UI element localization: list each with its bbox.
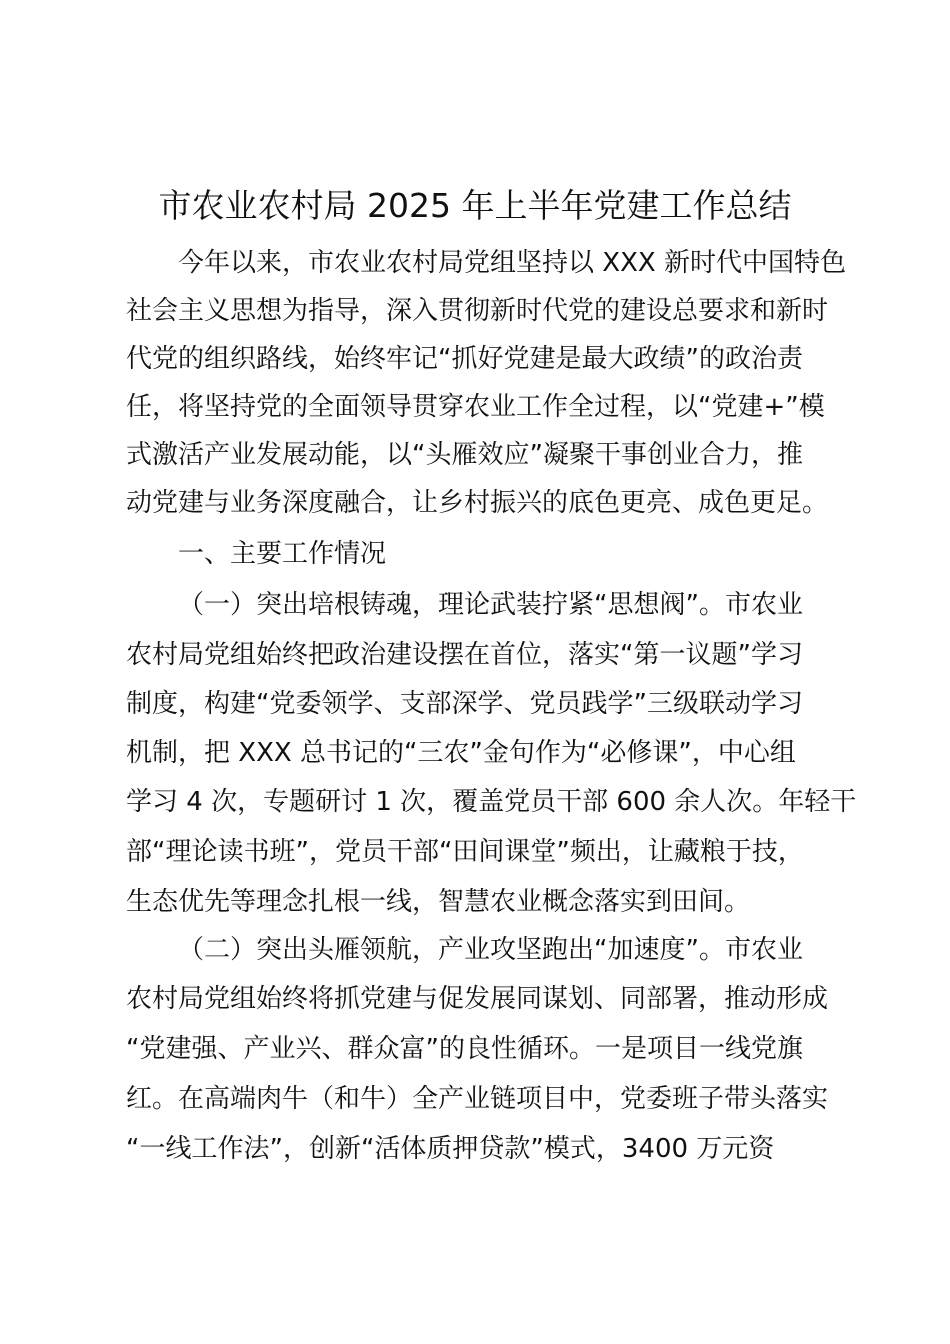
paragraph-line [0, 382, 950, 432]
paragraph-line [0, 286, 950, 336]
section-heading-text: 一、主要工作情况 [178, 539, 387, 569]
line-text: 代党的组织路线，始终牢记“抓好党建是最大政绩”的政治责 [126, 344, 803, 374]
paragraph-line [0, 827, 950, 877]
line-text: 部“理论读书班”，党员干部“田间课堂”频出，让藏粮于技， [126, 837, 804, 867]
line-text: 生态优先等理念扎根一线，智慧农业概念落实到田间。 [126, 887, 751, 917]
paragraph-line [0, 630, 950, 680]
line-text: 今年以来，市农业农村局党组坚持以 XXX 新时代中国特色 [178, 248, 846, 278]
line-text: （一）突出培根铸魂，理论武装拧紧“思想阀”。市农业 [178, 590, 803, 620]
paragraph-line [0, 334, 950, 384]
document-title: 市农业农村局 2025 年上半年党建工作总结 [158, 186, 792, 225]
line-text: 式激活产业发展动能，以“头雁效应”凝聚干事创业合力，推 [126, 440, 803, 470]
paragraph-line [0, 478, 950, 528]
paragraph-line [0, 430, 950, 480]
line-text: 机制，把 XXX 总书记的“三农”金句作为“必修课”，中心组 [126, 738, 796, 768]
paragraph-line [0, 925, 950, 975]
paragraph-line [0, 777, 950, 827]
paragraph-line [0, 1074, 950, 1124]
line-text: 红。在高端肉牛（和牛）全产业链项目中，党委班子带头落实 [126, 1084, 829, 1114]
line-text: 任，将坚持党的全面领导贯穿农业工作全过程，以“党建+”模 [126, 392, 825, 422]
line-text: （二）突出头雁领航，产业攻坚跑出“加速度”。市农业 [178, 935, 803, 965]
paragraph-line [0, 728, 950, 778]
paragraph-line [0, 974, 950, 1024]
line-text: 社会主义思想为指导，深入贯彻新时代党的建设总要求和新时 [126, 296, 829, 326]
paragraph-line [0, 1124, 950, 1174]
line-text: 制度，构建“党委领学、支部深学、党员践学”三级联动学习 [126, 689, 803, 719]
line-text: “党建强、产业兴、群众富”的良性循环。一是项目一线党旗 [126, 1034, 803, 1064]
paragraph-line [0, 877, 950, 927]
line-text: 学习 4 次，专题研讨 1 次，覆盖党员干部 600 余人次。年轻干 [126, 787, 857, 817]
line-text: “一线工作法”，创新“活体质押贷款”模式，3400 万元资 [126, 1134, 775, 1164]
paragraph-line [0, 238, 950, 288]
section-heading [0, 529, 950, 579]
line-text: 农村局党组始终把政治建设摆在首位，落实“第一议题”学习 [126, 640, 803, 670]
paragraph-line [0, 679, 950, 729]
line-text: 农村局党组始终将抓党建与促发展同谋划、同部署，推动形成 [126, 984, 829, 1014]
paragraph-line [0, 1024, 950, 1074]
line-text: 动党建与业务深度融合，让乡村振兴的底色更亮、成色更足。 [126, 488, 829, 518]
paragraph-line [0, 580, 950, 630]
